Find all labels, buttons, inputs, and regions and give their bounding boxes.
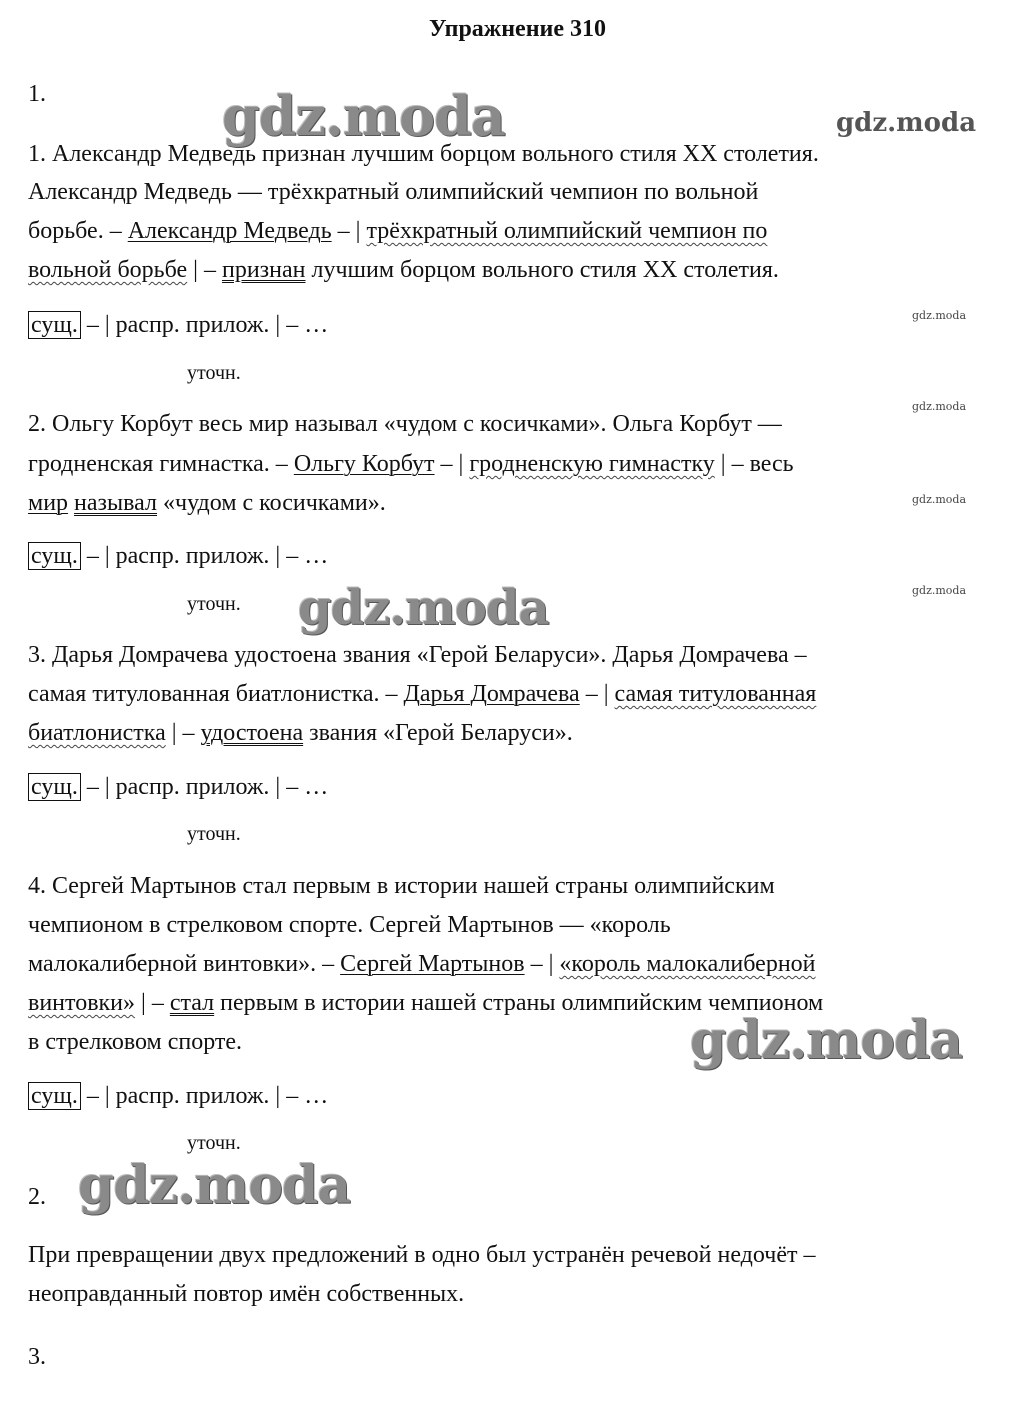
item-1-predicate: признан — [221, 257, 306, 283]
item-1-text-end: лучшим борцом вольного стиля XX столетия. — [305, 257, 779, 283]
scheme-noun-box: сущ. — [28, 1082, 81, 1110]
item-4-dash: – | — [524, 951, 560, 977]
section-2-line-2: неоправданный повтор имён собственных. — [28, 1281, 465, 1307]
item-3-dash-2: | – — [165, 720, 201, 746]
section-2-line-1: При превращении двух предложений в одно был устранён речевой недочёт – — [28, 1242, 816, 1268]
item-1-line-3 — [28, 217, 767, 245]
item-3-subject: Дарья Домрачева — [403, 681, 580, 707]
exercise-title: Упражнение 310 — [428, 16, 606, 42]
item-3-line-3 — [28, 719, 573, 747]
item-1-scheme — [28, 312, 328, 339]
item-4-line-1: 4. Сергей Мартынов стал первым в истории нашей страны олимпийским — [28, 873, 775, 899]
item-1-line-2: Александр Медведь — трёхкратный олимпийский чемпион по вольной — [28, 179, 759, 205]
scheme-note: уточн. — [187, 362, 241, 384]
item-2-text: гродненская гимнастка. – — [28, 451, 294, 477]
scheme-noun-box: сущ. — [28, 773, 81, 801]
item-1-subject: Александр Медведь — [127, 218, 332, 244]
item-2-dash: – | — [434, 451, 470, 477]
item-2-line-3 — [28, 489, 386, 517]
item-4-scheme — [28, 1083, 328, 1110]
item-1-appositive-cont: вольной борьбе — [28, 257, 188, 283]
scheme-note: уточн. — [187, 593, 241, 615]
watermark-logo: gdz.moda — [222, 84, 505, 148]
item-2-line-1: 2. Ольгу Корбут весь мир называл «чудом с косичками». Ольга Корбут — — [28, 411, 782, 437]
item-4-text: малокалиберной винтовки». – — [28, 951, 341, 977]
section-3-number: 3. — [28, 1344, 46, 1370]
watermark-logo: gdz.moda — [912, 400, 967, 413]
item-2-scheme — [28, 543, 328, 570]
item-4-text-2: первым в истории нашей страны олимпийским чемпионом — [214, 990, 824, 1016]
item-3-text: самая титулованная биатлонистка. – — [28, 681, 404, 707]
item-3-predicate: удостоена — [200, 720, 304, 746]
watermark-logo: gdz.moda — [78, 1155, 351, 1216]
item-2-object: Ольгу Корбут — [293, 451, 435, 477]
item-4-subject: Сергей Мартынов — [340, 951, 525, 977]
item-1-line-1: 1. Александр Медведь признан лучшим борцом вольного стиля XX столетия. — [28, 141, 819, 167]
item-2-predicate: называл — [74, 490, 157, 516]
watermark-logo: gdz.moda — [836, 108, 977, 138]
item-3-line-1: 3. Дарья Домрачева удостоена звания «Герой Беларуси». Дарья Домрачева – — [28, 642, 807, 668]
item-4-appositive-cont: винтовки» — [28, 990, 136, 1016]
scheme-rest: – | распр. прилож. | – … — [80, 1083, 329, 1109]
item-2-appositive: гродненскую гимнастку — [469, 451, 715, 477]
scheme-note: уточн. — [187, 823, 241, 845]
section-1-number: 1. — [28, 81, 46, 107]
watermark-logo: gdz.moda — [912, 309, 967, 322]
item-1-dash: – | — [331, 218, 367, 244]
item-4-predicate: стал — [169, 990, 215, 1016]
item-1-line-4 — [28, 256, 779, 284]
item-4-line-3 — [28, 950, 816, 978]
item-4-line-5: в стрелковом спорте. — [28, 1029, 243, 1055]
item-3-appositive: самая титулованная — [614, 681, 817, 707]
item-3-scheme — [28, 774, 328, 801]
scheme-rest: – | распр. прилож. | – … — [80, 312, 329, 338]
item-4-appositive: «король малокалиберной — [559, 951, 816, 977]
item-3-dash: – | — [579, 681, 615, 707]
scheme-noun-box: сущ. — [28, 542, 81, 570]
scheme-noun-box: сущ. — [28, 311, 81, 339]
item-1-appositive: трёхкратный олимпийский чемпион по — [366, 218, 768, 244]
item-3-appositive-cont: биатлонистка — [28, 720, 166, 746]
watermark-logo: gdz.moda — [298, 580, 549, 636]
watermark-logo: gdz.moda — [690, 1010, 963, 1071]
watermark-logo: gdz.moda — [912, 584, 967, 597]
item-2-line-2 — [28, 450, 794, 478]
item-1-dash-2: | – — [187, 257, 222, 283]
item-4-line-2: чемпионом в стрелковом спорте. Сергей Мартынов — «король — [28, 912, 671, 938]
item-3-text-end: звания «Герой Беларуси». — [303, 720, 573, 746]
item-2-subject: мир — [28, 490, 69, 516]
scheme-rest: – | распр. прилож. | – … — [80, 543, 329, 569]
scheme-rest: – | распр. прилож. | – … — [80, 774, 329, 800]
item-4-dash-2: | – — [135, 990, 170, 1016]
item-2-text-2: | – весь — [714, 451, 794, 477]
section-2-number: 2. — [28, 1184, 46, 1210]
item-1-text: борьбе. – — [28, 218, 128, 244]
item-2-text-end: «чудом с косичками». — [157, 490, 386, 516]
scheme-note: уточн. — [187, 1132, 241, 1154]
watermark-logo: gdz.moda — [912, 493, 967, 506]
item-3-line-2 — [28, 680, 816, 708]
